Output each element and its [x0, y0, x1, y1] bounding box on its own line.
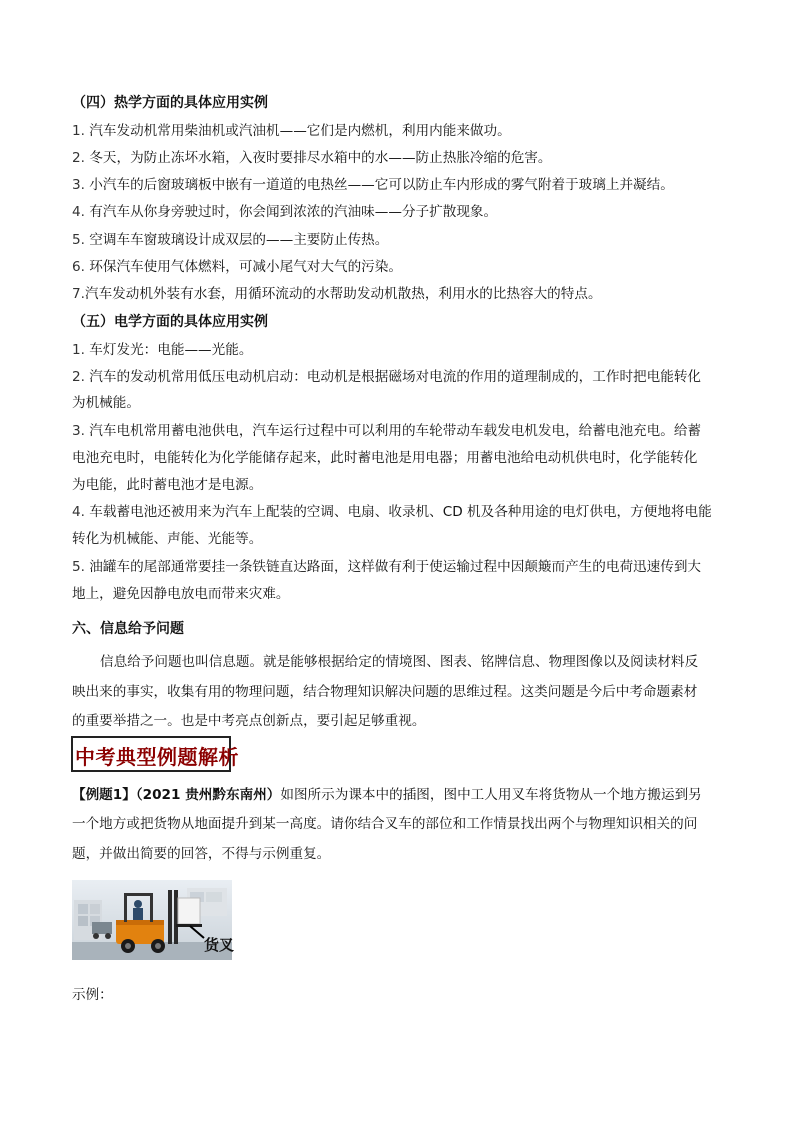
section5-item-4-line2: 转化为机械能、声能、光能等。 [72, 531, 263, 547]
section6-paragraph-line2: 映出来的事实，收集有用的物理问题，结合物理知识解决问题的思维过程。这类问题是今后中考命题素材 [72, 684, 698, 700]
example-label: 【例题1】 [72, 787, 136, 803]
item-number: 5. [72, 559, 85, 575]
example-source: （2021 贵州黔东南州） [135, 787, 281, 803]
section5-item-3-line1 [72, 421, 732, 441]
section6-title: 六、信息给予问题 [72, 621, 184, 637]
example1-line1 [72, 785, 732, 805]
item-number: 4. [72, 204, 85, 220]
item-text: 冬天，为防止冻坏水箱，入夜时要排尽水箱中的水——防止热胀冷缩的危害。 [84, 150, 552, 166]
item-text: 车载蓄电池还被用来为汽车上配装的空调、电扇、收录机、CD 机及各种用途的电灯供电，方便地将电能 [84, 504, 712, 520]
section4-item-4 [72, 202, 732, 222]
section5-item-5-line1 [72, 557, 732, 577]
item-text: 小汽车的后窗玻璃板中嵌有一道道的电热丝——它可以防止车内形成的雾气附着于玻璃上并凝结。 [84, 177, 674, 193]
item-number: 3. [72, 423, 85, 439]
item-text: 环保汽车使用气体燃料，可减小尾气对大气的污染。 [84, 259, 402, 275]
section4-item-6 [72, 257, 732, 277]
item-text: 空调车车窗玻璃设计成双层的——主要防止传热。 [84, 232, 389, 248]
item-text: 有汽车从你身旁驶过时，你会闻到浓浓的汽油味——分子扩散现象。 [84, 204, 498, 220]
item-number: 2. [72, 150, 85, 166]
item-text: 汽车电机常用蓄电池供电，汽车运行过程中可以利用的车轮带动车载发电机发电，给蓄电池充电。给蓄 [84, 423, 702, 439]
section5-item-3-line3: 为电能，此时蓄电池才是电源。 [72, 477, 263, 493]
section4-item-1 [72, 121, 732, 141]
example1-line3: 题，并做出简要的回答，不得与示例重复。 [72, 846, 331, 862]
item-number: 4. [72, 504, 85, 520]
section6-paragraph-line3: 的重要举措之一。也是中考亮点创新点，要引起足够重视。 [72, 713, 426, 729]
section5-item-4-line1 [72, 502, 732, 522]
section4-item-7 [72, 284, 732, 304]
section5-item-2-line1 [72, 367, 732, 387]
examples-heading: 中考典型例题解析 [75, 745, 239, 769]
item-text: 车灯发光：电能——光能。 [84, 342, 253, 358]
item-number: 3. [72, 177, 85, 193]
example1-line2: 一个地方或把货物从地面提升到某一高度。请你结合叉车的部位和工作情景找出两个与物理知识相关的问 [72, 816, 698, 832]
fork-label: 货叉 [204, 936, 235, 954]
item-text: 油罐车的尾部通常要挂一条铁链直达路面，这样做有利于使运输过程中因颠簸而产生的电荷迅速传到大 [84, 559, 702, 575]
examples-heading-box [71, 736, 239, 772]
item-number: 1. [72, 123, 85, 139]
item-text: 汽车发动机常用柴油机或汽油机——它们是内燃机，利用内能来做功。 [84, 123, 511, 139]
item-number: 6. [72, 259, 85, 275]
section4-title: （四）热学方面的具体应用实例 [72, 95, 268, 111]
section5-item-3-line2: 电池充电时，电能转化为化学能储存起来，此时蓄电池是用电器；用蓄电池给电动机供电时，化学能转化 [72, 450, 698, 466]
example-text: 如图所示为课本中的插图，图中工人用叉车将货物从一个地方搬运到另 [280, 787, 702, 803]
item-text: 汽车发动机外装有水套，用循环流动的水帮助发动机散热，利用水的比热容大的特点。 [84, 286, 602, 302]
section4-item-5 [72, 230, 732, 250]
item-number: 2. [72, 369, 85, 385]
forklift-illustration [72, 880, 235, 960]
item-number: 5. [72, 232, 85, 248]
section5-item-5-line2: 地上，避免因静电放电而带来灾难。 [72, 586, 290, 602]
section5-item-1 [72, 340, 732, 360]
section4-item-2 [72, 148, 732, 168]
section5-title: （五）电学方面的具体应用实例 [72, 314, 268, 330]
section4-item-3 [72, 175, 732, 195]
section6-paragraph-line1: 信息给予问题也叫信息题。就是能够根据给定的情境图、图表、铭牌信息、物理图像以及阅读材料反 [100, 654, 699, 670]
example-prefix: 示例： [72, 987, 113, 1003]
item-number: 1. [72, 342, 85, 358]
section5-item-2-line2: 为机械能。 [72, 395, 140, 411]
item-text: 汽车的发动机常用低压电动机启动：电动机是根据磁场对电流的作用的道理制成的，工作时把电能转化 [84, 369, 702, 385]
item-number: 7. [72, 286, 85, 302]
